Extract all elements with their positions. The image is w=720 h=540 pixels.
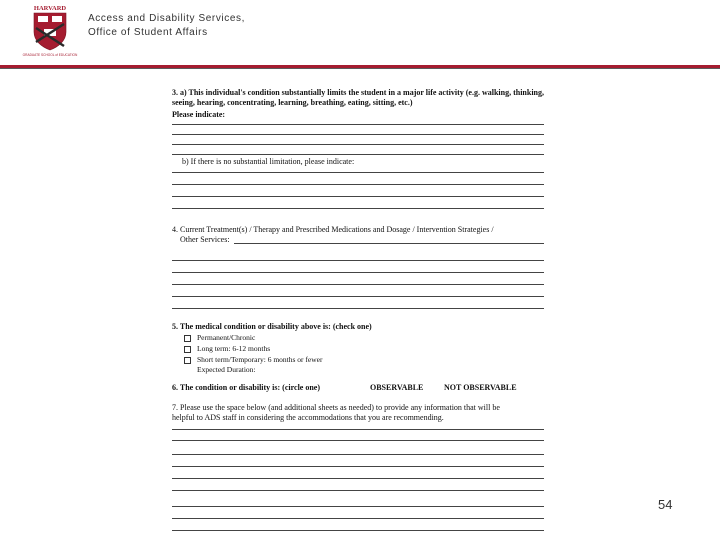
answer-line: [172, 144, 544, 145]
question-5: 5. The medical condition or disability above is: (check one): [172, 322, 372, 331]
q6-option-observable: OBSERVABLE: [370, 383, 424, 392]
slide-page-number: 54: [658, 497, 673, 512]
answer-line: [172, 184, 544, 185]
question-3b: b) If there is no substantial limitation, please indicate:: [182, 157, 355, 166]
answer-line: [172, 518, 544, 519]
checkbox: [184, 346, 191, 353]
answer-line: [172, 296, 544, 297]
answer-line: [172, 308, 544, 309]
question-7-cont: helpful to ADS staff in considering the accommodations that you are recommending.: [172, 413, 444, 422]
answer-line: [172, 260, 544, 261]
answer-line: [172, 272, 544, 273]
checkbox: [184, 335, 191, 342]
harvard-gse-logo: [22, 2, 78, 64]
answer-line: [172, 284, 544, 285]
answer-line: [172, 429, 544, 430]
answer-line: [172, 478, 544, 479]
question-3a-prompt: Please indicate:: [172, 110, 226, 119]
question-3a: 3. a) This individual's condition substantially limits the student in a major life activity (e.g. walking, thinking, seeing, hearing, concentrating, learning, breathing, eating, sitting, etc.): [172, 88, 544, 107]
q6-option-not-observable: NOT OBSERVABLE: [444, 383, 517, 392]
answer-line: [172, 134, 544, 135]
checkbox: [184, 357, 191, 364]
logo-wordmark: HARVARD: [33, 5, 67, 12]
office-line-1: Access and Disability Services,: [88, 13, 245, 24]
question-4-cont: Other Services:: [180, 235, 250, 245]
answer-line: [172, 124, 544, 125]
answer-line: [172, 466, 544, 467]
answer-line: [172, 440, 544, 441]
answer-line: [172, 490, 544, 491]
answer-line: [172, 454, 544, 455]
answer-line: [172, 208, 544, 209]
q5-option-long-term: Long term: 6-12 months: [184, 344, 270, 353]
answer-line: [172, 530, 544, 531]
header-divider-shadow: [0, 68, 720, 69]
answer-line: [172, 154, 544, 155]
office-title: [88, 12, 245, 40]
question-7: 7. Please use the space below (and additional sheets as needed) to provide any information that will be: [172, 403, 500, 412]
q5-expected-duration: Expected Duration:: [197, 365, 256, 374]
answer-line: [234, 243, 544, 244]
q5-option-permanent: Permanent/Chronic: [184, 333, 255, 342]
logo-subtitle: GRADUATE SCHOOL of EDUCATION: [22, 53, 78, 57]
q5-option-short-term: Short term/Temporary: 6 months or fewer: [184, 355, 323, 364]
answer-line: [172, 196, 544, 197]
answer-line: [172, 506, 544, 507]
question-6: 6. The condition or disability is: (circle one): [172, 383, 321, 392]
question-4: 4. Current Treatment(s) / Therapy and Prescribed Medications and Dosage / Intervention Strategies /: [172, 225, 494, 234]
office-line-2: Office of Student Affairs: [88, 27, 208, 38]
harvard-shield-icon: [22, 2, 78, 64]
answer-line: [172, 172, 544, 173]
